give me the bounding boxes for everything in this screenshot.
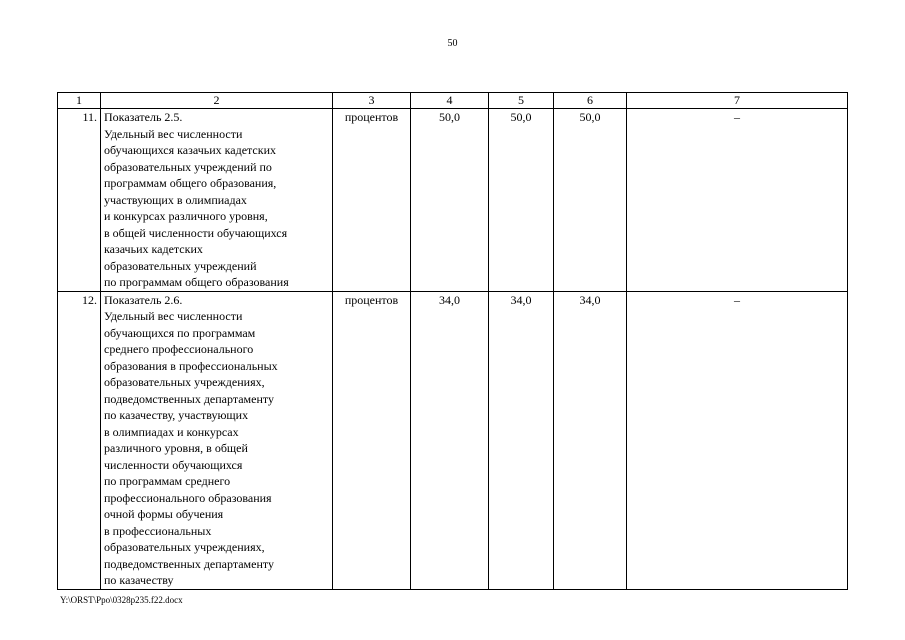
description-line: среднего профессионального [104, 342, 254, 356]
column-header-3: 3 [333, 93, 411, 109]
column-header-7: 7 [627, 93, 848, 109]
row-number: 12. [58, 291, 101, 589]
description-line: образования в профессиональных [104, 358, 278, 373]
description-line: профессионального образования [104, 490, 272, 505]
description-line: Удельный вес численности [104, 309, 243, 323]
indicators-table [57, 92, 848, 590]
column-header-4: 4 [411, 93, 489, 109]
column-header-5: 5 [489, 93, 554, 109]
description-line: образовательных учреждениях, [104, 540, 265, 554]
description-line: численности обучающихся [104, 457, 243, 472]
description-line: обучающихся казачьих кадетских [104, 143, 277, 157]
description-line: подведомственных департаменту [104, 556, 274, 571]
value-col-5: 50,0 [489, 109, 554, 292]
note-cell: – [627, 291, 848, 589]
value-col-5: 34,0 [489, 291, 554, 589]
description-line: в общей численности обучающихся [104, 225, 288, 240]
column-header-2: 2 [101, 93, 333, 109]
table-row [58, 109, 848, 292]
unit-cell: процентов [333, 291, 411, 589]
indicator-description [101, 109, 333, 292]
indicator-description [101, 291, 333, 589]
description-line: по казачеству [104, 573, 174, 587]
description-line: по программам общего образования [104, 275, 289, 289]
column-header-6: 6 [554, 93, 627, 109]
description-line: и конкурсах различного уровня, [104, 209, 268, 223]
column-header-1: 1 [58, 93, 101, 109]
description-line: казачьих кадетских [104, 242, 203, 256]
description-line: участвующих в олимпиадах [104, 192, 247, 207]
value-col-4: 34,0 [411, 291, 489, 589]
description-line: различного уровня, в общей [104, 441, 248, 455]
value-col-6: 34,0 [554, 291, 627, 589]
description-line: в профессиональных [104, 523, 212, 538]
description-line: обучающихся по программам [104, 325, 256, 340]
description-line: образовательных учреждениях, [104, 375, 265, 389]
row-number: 11. [58, 109, 101, 292]
description-line: Показатель 2.6. [104, 292, 183, 307]
description-line: программам общего образования, [104, 176, 277, 190]
page-number: 50 [447, 38, 458, 49]
table-header-row [58, 93, 848, 109]
description-line: образовательных учреждений по [104, 159, 272, 174]
description-line: образовательных учреждений [104, 258, 257, 273]
table-row [58, 291, 848, 589]
description-line: в олимпиадах и конкурсах [104, 424, 239, 439]
description-line: по программам среднего [104, 474, 231, 488]
unit-cell: процентов [333, 109, 411, 292]
description-line: подведомственных департаменту [104, 391, 274, 406]
description-line: Удельный вес численности [104, 126, 243, 141]
description-line: очной формы обучения [104, 507, 224, 521]
footer-file-path: Y:\ORST\Ppo\0328p235.f22.docx [60, 595, 183, 605]
value-col-6: 50,0 [554, 109, 627, 292]
note-cell: – [627, 109, 848, 292]
description-line: Показатель 2.5. [104, 110, 183, 124]
description-line: по казачеству, участвующих [104, 408, 249, 422]
value-col-4: 50,0 [411, 109, 489, 292]
